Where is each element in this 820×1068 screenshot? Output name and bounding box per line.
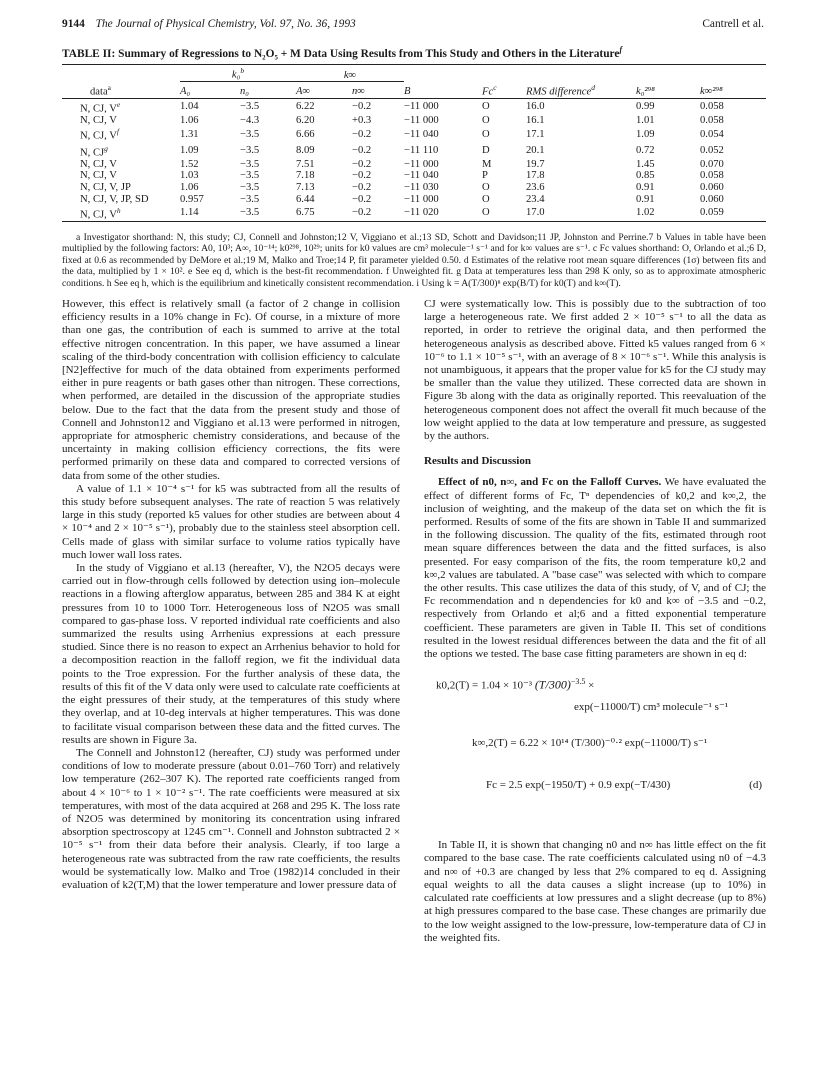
table-cell: 23.4 [526,193,545,205]
table-cell: P [482,170,488,182]
table-cell: −11 040 [404,170,439,182]
column-header: n₀ [240,86,249,98]
table-cell: −11 000 [404,114,439,126]
data-cell [62,99,180,115]
data-sets: N, CJ, V, JP [80,181,131,193]
data-cell [62,126,180,142]
table-cell: 16.0 [526,101,545,113]
data-sets: N, CJ, V [80,103,117,115]
table-cell: 6.22 [296,101,315,113]
table-cell: −3.5 [240,101,260,113]
right-paragraph-3: In Table II, it is shown that changing n0 and n∞ has little effect on the fit compared to the base case. The rate coefficients calculated using n0 of −4.3 and n∞ of +0.3 are changed by less that 2% compared to eq d. Assigning equal weights to all the data causes a slight increase (up to 10%) in calculated rate coefficients at low pressures and a slight decrease (up to 8%) at high pressures compared to the base case. These changes are primarily due to the low weight assigned to the low-pressure, low-temperature data of CJ in the weighted fits. [424,839,766,944]
table-cell: 19.7 [526,158,545,170]
column-header: Fc$^c$ [482,82,497,98]
table-cell: 1.02 [636,207,655,219]
table-cell: 6.44 [296,193,315,205]
table-cell: 1.09 [636,128,655,140]
table-cell: 1.45 [636,158,655,170]
table-cell: O [482,114,490,126]
table-cell: 1.06 [180,114,199,126]
table-cell: 1.04 [180,101,199,113]
running-authors: Cantrell et al. [702,18,764,30]
data-sets: N, CJ, V, JP, SD [80,193,149,205]
table-cell: −11 110 [404,144,439,156]
left-column [62,298,400,892]
column-header: A∞ [296,86,311,98]
table-cell: −3.5 [240,170,260,182]
table-cell: −3.5 [240,158,260,170]
table-cell: M [482,158,492,170]
table-cell: 0.054 [700,128,724,140]
column-header: A₀ [180,86,191,98]
data-sets: N, CJ [80,147,105,159]
equation-block [424,671,766,827]
equation-k0: k0,2(T) = 1.04 × 10⁻³ $(T/300)^{-3.5}$ × [436,677,595,692]
table-cell: 0.060 [700,181,724,193]
table-cell: 0.060 [700,193,724,205]
column-header-mark: d [591,82,595,92]
table-caption [62,42,766,62]
table-row [62,205,766,222]
table-cell: 0.058 [700,101,724,113]
table-caption-mark: f [619,45,623,54]
table-cell: 17.8 [526,170,545,182]
group-k0: k₀$^b$ [180,65,296,82]
column-header-mark: c [493,82,497,92]
table-cell: O [482,181,490,193]
table-cell: 1.06 [180,181,199,193]
table-cell: −11 040 [404,128,439,140]
right-paragraph-2-text: We have evaluated the effect of different forms of Fc, Tⁿ dependencies of k0,2 and k∞,2, the inclusion of weighting, and the makeup of the data set on which the fit is performed. Results of some of the fits are shown in Table II and summarized in the following discussion. The quality of the fits, estimated through root mean square differences between the data and the fitted surfaces, is also presented. For easy comparison of the fits, the room temperature k0,2 and k∞,2 values are tabulated. A "base case" was selected with which to compare the other results. This case utilizes the data of this study, of V, and of CJ; the Fc recommendation and n dependencies for k0 and k∞ of −3.5 and −0.2, respectively from Orlando et al;6 and a fitted exponential temperature coefficient. These parameters are given in Table II. This set of conditions resulted in the lowest residual differences between the data and the fit of all the options we tested. The base case fitting parameters are shown in eq d: [424,476,766,661]
table-cell: 7.13 [296,181,315,193]
table-row [62,170,766,182]
subsection-heading: Effect of n0, n∞, and Fc on the Falloff Curves. [438,476,662,489]
table-cell: 0.99 [636,101,655,113]
left-paragraph-4: The Connell and Johnston12 (hereafter, CJ) study was performed under conditions of low to moderate pressure (about 0.01–760 Torr) and relatively low temperature (262–307 K). The reported rate coefficients ranged from about 4 × 10⁻⁶ to 1 × 10⁻² s⁻¹. The rate coefficients were measured at six temperatures, with most of the data acquired at 268 and 295 K. The loss rate of N2O5 was determined by monitoring its concentration using infrared absorption spectroscopy at 1245 cm⁻¹. Connell and Johnston subtracted 2 × 10⁻⁵ s⁻¹ from their data before their analysis. Clearly, if too large a heterogeneous rate was subtracted from the raw rate coefficients, the results would be systematically low. Malko and Troe (1982)14 concluded in their evaluation of k2(T,M) that the lower temperature and lower pressure data of [62,746,400,891]
table-cell: 0.91 [636,193,655,205]
table-cell: 0.058 [700,114,724,126]
table-cell: −0.2 [352,181,372,193]
row-mark: h [116,206,121,216]
group-kinf: k∞ [296,65,404,82]
table-row [62,99,766,115]
left-paragraph-3: In the study of Viggiano et al.13 (hereafter, V), the N2O5 decays were carried out in flow-through cells followed by detection using ion–molecule reactions in a flowing afterglow apparatus, between 285 and 384 K at eight pressures from 10 to 1000 Torr. Heterogeneous loss of N2O5 was small compared to gas-phase loss. V reported individual rate coefficients and also summarized the results using Arrhenius expressions at each pressure studied. Since there is no reason to expect an Arrhenius behavior to hold for a decomposition reaction in the falloff region, we fit the individual data points to the Troe expression. For the further analysis of these data, the results of this fit of the V data only were used to calculate rate coefficients at the eight pressures of their study, at the temperatures of this study where they overlap, and at 10-deg intervals at higher temperatures. This was done to facilitate visual comparison between these data and the fitted curves. The results are shown in Figure 3a. [62,562,400,746]
table-cell: 0.058 [700,170,724,182]
table-cell: −11 000 [404,193,439,205]
regression-table [62,64,766,222]
right-column [424,298,766,945]
table-cell: D [482,144,490,156]
table-cell: −0.2 [352,193,372,205]
table-row [62,115,766,127]
table-cell: −0.2 [352,128,372,140]
table-cell: 6.66 [296,128,315,140]
left-paragraph-1: However, this effect is relatively small (a factor of 2 change in collision efficiency results in a 10% change in Fc). Of course, in a mixture of more than one gas, the contribution of each is summed to arrive at the total effective nitrogen concentration. In this paper, we have assumed a linear scaling of the third-body concentration with collision efficiency to calculate [N2]effective for much of the data obtained from experiments performed either in pure reagents or bath gases other than nitrogen. These corrections, when performed, are detailed in the discussion of the appropriate studies below. Due to the fact that the data from the present study and those of Connell and Johnston12 and Viggiano et al.13 were performed in nitrogen, appropriate for atmospheric chemistry considerations, and because of the uncertainty in making collision efficiency corrections, the fits were performed primarily on these data and compared to corrected versions of data from some of the other studies. [62,298,400,482]
running-header [62,16,764,32]
table-cell: 16.1 [526,114,545,126]
right-paragraph-1: CJ were systematically low. This is possibly due to the subtraction of too large a heterogeneous rate. We first added 2 × 10⁻⁵ s⁻¹ to all the data as reported, in order to retrieve the original data, and then performed the heterogeneous analysis as described above. Fitted k5 values ranged from 6 × 10⁻⁶ to 1.1 × 10⁻⁵ s⁻¹, with an average of 8 × 10⁻⁶ s⁻¹. While this analysis is not unambiguous, it appears that the proper value for k5 for the CJ study may be smaller than the value they utilized. These corrected data are shown in Figure 3b along with the data as originally reported. This reevaluation of the heterogeneous component does not affect the overall fit much because of the low weight applied to the data at low temperature and pressure, as suggested by the authors. [424,298,766,443]
table-cell: 0.052 [700,144,724,156]
table-row [62,143,766,159]
column-header: n∞ [352,86,365,98]
data-cell [62,143,180,159]
table-cell: −11 030 [404,181,439,193]
table-cell: 1.01 [636,114,655,126]
table-row [62,126,766,142]
table-row [62,194,766,206]
table-cell: −3.5 [240,207,260,219]
column-header: k∞²⁹⁸ [700,86,723,98]
equation-fc: Fc = 2.5 exp(−1950/T) + 0.9 exp(−T/430) [486,779,671,792]
table-cell: 1.03 [180,170,199,182]
table-cell: −3.5 [240,181,260,193]
data-cell [62,182,180,194]
data-cell [62,115,180,127]
table-cell: 17.0 [526,207,545,219]
footnotes-text: a Investigator shorthand: N, this study; CJ, Connell and Johnston;12 V, Viggiano et al.;13 SD, Schott and Davidson;11 JP, Johnston and Perrine.7 b Values in table have been multiplied by the following factors: A0, 10³; A∞, 10⁻¹⁴; k0²⁹⁸, 10²⁹; units for k0 values are cm³ molecule⁻¹ s⁻¹ and for k∞ values are s⁻¹. c Fc values shorthand: O, Orlando et al.;6 D, fixed at 0.6 as recommended by DeMore et al.;19 M, Malko and Troe;14 P, fit parameter yielded 0.50. d Estimates of the relative root mean square differences (1σ) between fits and the data, multiplied by 1 × 10². e See eq d, which is the best-fit recommendation. f Unweighted fit. g Data at temperatures less than 298 K only, so as to approximate atmospheric conditions. h See eq h, which is the equilibrium and kinetically consistent recommendation. i Using k = A(T/300)ⁿ exp(B/T) for k0(T) and k∞(T). [62,232,766,289]
table-cell: −0.2 [352,207,372,219]
table-cell: 0.957 [180,193,204,205]
page-number: 9144 [62,18,85,30]
column-header: RMS difference$^d$ [526,82,595,98]
table-cell: 6.20 [296,114,315,126]
table-cell: 6.75 [296,207,315,219]
table-cell: O [482,128,490,140]
row-mark: g [104,143,108,153]
right-paragraph-2 [424,476,766,661]
table-cell: −3.5 [240,193,260,205]
data-cell [62,205,180,222]
table-cell: 1.09 [180,144,199,156]
table-cell: O [482,101,490,113]
table-cell: 0.72 [636,144,655,156]
table-cell: 1.52 [180,158,199,170]
table-cell: −3.5 [240,144,260,156]
table-cell: 17.1 [526,128,545,140]
data-sets: N, CJ, V [80,209,117,221]
table-cell: 0.070 [700,158,724,170]
table-caption-text: TABLE II: Summary of Regressions to N₂O₅ + M Data Using Results from This Study and Others in the Literature [62,47,620,60]
table-cell: 0.91 [636,181,655,193]
table-row [62,182,766,194]
row-mark: f [116,127,119,137]
data-cell [62,170,180,182]
data-cell [62,159,180,171]
table-cell: −3.5 [240,128,260,140]
table-cell: −11 000 [404,158,439,170]
row-mark: e [116,99,121,109]
table-cell: 0.85 [636,170,655,182]
table-cell: 1.31 [180,128,199,140]
data-sets: N, CJ, V [80,114,117,126]
table-row [62,159,766,171]
table-cell: O [482,193,490,205]
table-cell: O [482,207,490,219]
column-header: data$^a$ [90,82,111,98]
table-cell: −11 020 [404,207,439,219]
equation-kinf: k∞,2(T) = 6.22 × 10¹⁴ (T/300)⁻⁰·² exp(−11000/T) s⁻¹ [472,737,708,750]
table-cell: −0.2 [352,144,372,156]
section-heading: Results and Discussion [424,455,531,468]
table-cell: −0.2 [352,101,372,113]
data-sets: N, CJ, V [80,170,117,182]
table-group-header-row [62,65,766,82]
data-sets: N, CJ, V [80,131,117,142]
table-cell: 0.059 [700,207,724,219]
equation-k0-exp: exp(−11000/T) cm³ molecule⁻¹ s⁻¹ [574,701,729,714]
table-cell: 23.6 [526,181,545,193]
column-header-mark: a [107,82,111,92]
table-cell: −11 000 [404,101,439,113]
table-cell: 20.1 [526,144,545,156]
data-sets: N, CJ, V [80,158,117,170]
table-cell: +0.3 [352,114,372,126]
table-cell: 7.18 [296,170,315,182]
left-paragraph-2: A value of 1.1 × 10⁻⁴ s⁻¹ for k5 was subtracted from all the results of this study before subsequent analyses. The rate of reaction 5 was relatively large in this study (reported k5 values for other studies are between about 4 × 10⁻⁴ and 2 × 10⁻⁵ s⁻¹), probably due to the stainless steel absorption cell. Cells made of glass with similar surface to volume ratios typically have much lower wall loss rates. [62,482,400,561]
table-footnotes [62,232,766,289]
table-cell: −0.2 [352,158,372,170]
table-cell: 7.51 [296,158,315,170]
journal-citation: The Journal of Physical Chemistry, Vol. 97, No. 36, 1993 [95,18,356,30]
table-cell: 1.14 [180,207,199,219]
table-header-row [62,82,766,99]
data-cell [62,194,180,206]
table-cell: 8.09 [296,144,315,156]
table-cell: −0.2 [352,170,372,182]
column-header: B [404,86,411,98]
column-header: k₀²⁹⁸ [636,86,655,98]
table-cell: −4.3 [240,114,260,126]
equation-label: (d) [749,779,762,792]
